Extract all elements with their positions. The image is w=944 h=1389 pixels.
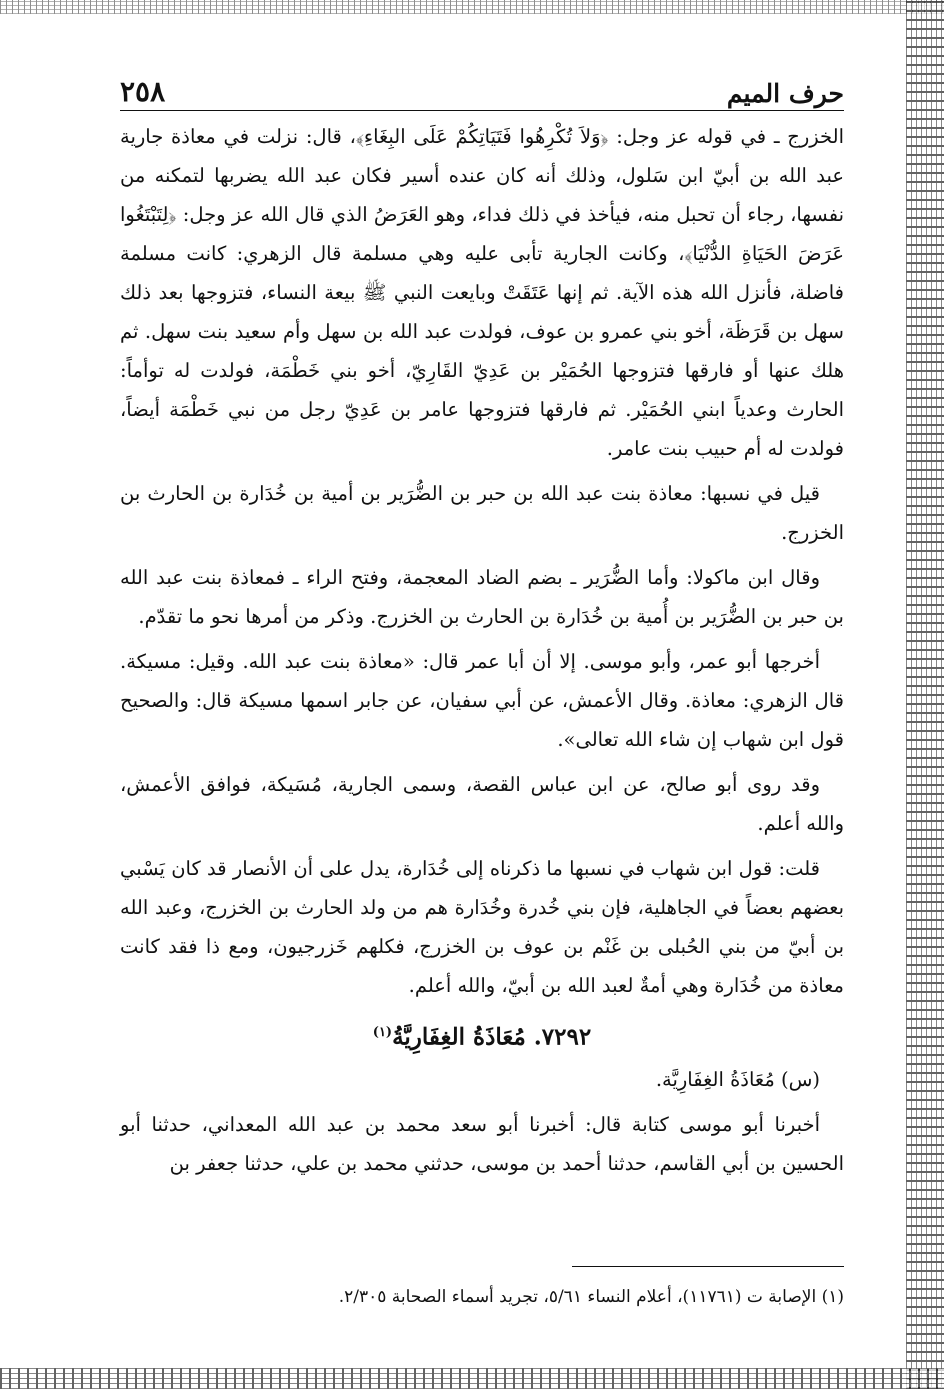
running-title: حرف الميم bbox=[726, 79, 844, 108]
page-number: ٢٥٨ bbox=[120, 75, 166, 108]
paragraph-1: الخزرج ـ في قوله عز وجل: ﴿وَلاَ تُكْرِهُوا فَتَيَاتِكُمْ عَلَى البِغَاءِ﴾، قال: نزلت في معاذة جارية عبد الله بن أبيّ ابن سَلول، وذلك أنه كان عنده أسير فكان عبد الله يضربها لتمكنه من نفسها، رجاء أن تحبل منه، فيأخذ في ذلك فداء، وهو العَرَضُ الذي قال الله عز وجل: ﴿لِتَبْتَغُوا عَرَضَ الحَيَاةِ الدُّنْيَا﴾، وكانت الجارية تأبى عليه وهي مسلمة قال الزهري: كانت مسلمة فاضلة، فأنزل الله هذه الآية. ثم إنها عَتَقَتْ وبايعت النبي ﷺ بيعة النساء، فتزوجها بعد ذلك سهل بن قَرَظَة، أخو بني عمرو بن عوف، فولدت عبد الله بن سهل وأم سعيد بنت سهل. ثم هلك عنها أو فارقها فتزوجها الحُمَيْر بن عَدِيّ القَارِيّ، أخو بني خَطْمَة، فولدت له توأماً: الحارث وعدياً ابني الحُمَيْر. ثم فارقها فتزوجها عامر بن عَدِيّ رجل من نبي خَطْمَة أيضاً، فولدت له أم حبيب بنت عامر. bbox=[120, 125, 844, 460]
paragraph-7: (س) مُعَاذَةُ الغِفَارِيَّة. bbox=[655, 1067, 820, 1091]
decorative-border-top bbox=[0, 0, 944, 14]
page-content bbox=[120, 60, 844, 1189]
footnote: (١) الإصابة ت (١١٧٦١)، أعلام النساء ٥/٦١، تجريد أسماء الصحابة ٢/٣٠٥. bbox=[338, 1287, 844, 1307]
main-text bbox=[120, 117, 844, 1183]
paragraph-2: قيل في نسبها: معاذة بنت عبد الله بن حبر بن الضُّرَير بن أمية بن خُدَارة بن الحارث بن الخزرج. bbox=[120, 482, 844, 544]
paragraph-5: وقد روى أبو صالح، عن ابن عباس القصة، وسمى الجارية، مُسَيكة، فوافق الأعمش، والله أعلم. bbox=[120, 773, 844, 835]
entry-title: ٧٢٩٢. مُعَاذَةُ الغِفَارِيَّةُ bbox=[392, 1023, 592, 1051]
paragraph-3: وقال ابن ماكولا: وأما الضُّرَير ـ بضم الضاد المعجمة، وفتح الراء ـ فمعاذة بنت عبد الله بن حبر بن الضُّرَير بن أُمية بن خُدَارة بن الحارث بن الخزرج. وذكر من أمرها نحو ما تقدّم. bbox=[120, 566, 844, 628]
decorative-border-bottom bbox=[0, 1368, 944, 1389]
paragraph-6: قلت: قول ابن شهاب في نسبها ما ذكرناه إلى خُدَارة، يدل على أن الأنصار قد كان يَسْبي بعضهم بعضاً في الجاهلية، فإن بني خُدرة وخُدَارة هم من ولد الحارث بن الخزرج، وعبد الله بن أبيّ من بني الحُبلى بن غَنْم بن عوف بن الخزرج، فكلهم خَزرجيون، ومع ذا فقد كانت معاذة من خُدَارة وهي أمةٌ لعبد الله بن أبيّ، والله أعلم. bbox=[120, 857, 844, 997]
paragraph-8: أخبرنا أبو موسى كتابة قال: أخبرنا أبو سعد محمد بن عبد الله المعداني، حدثنا أبو الحسين بن أبي القاسم، حدثنا أحمد بن موسى، حدثني محمد بن علي، حدثنا جعفر بن bbox=[120, 1112, 844, 1175]
paragraph-4: أخرجها أبو عمر، وأبو موسى. إلا أن أبا عمر قال: «معاذة بنت عبد الله. وقيل: مسيكة. قال الزهري: معاذة. وقال الأعمش، عن أبي سفيان، عن جابر اسمها مسيكة قال: والصحيح قول ابن شهاب إن شاء الله تعالى». bbox=[120, 650, 844, 751]
page-header bbox=[120, 60, 844, 111]
footnote-marker: (١) bbox=[372, 1025, 393, 1040]
decorative-border-right bbox=[906, 0, 944, 1389]
footnote-divider bbox=[572, 1266, 844, 1267]
entry-heading bbox=[120, 1011, 844, 1060]
